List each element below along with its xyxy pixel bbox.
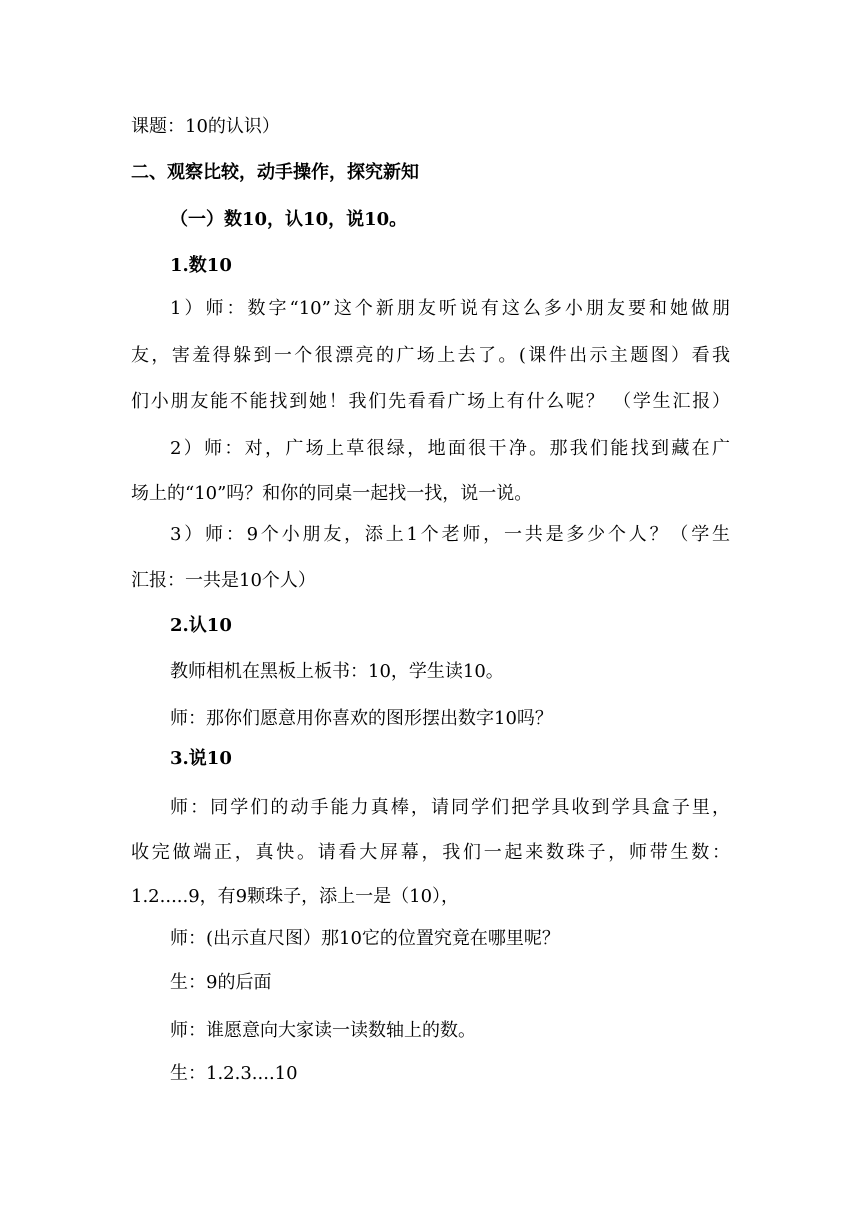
part1-paragraph3-line1-text: 3）师：9个小朋友，添上1个老师，一共是多少个人？（学生 bbox=[170, 524, 730, 545]
part1-paragraph2-line1-text: 2）师：对，广场上草很绿，地面很干净。那我们能找到藏在广 bbox=[170, 438, 730, 459]
part2-heading: 2.认10 bbox=[170, 615, 232, 636]
part1-paragraph1-line3-text: 们小朋友能不能找到她！我们先看看广场上有什么呢？ （学生汇报） bbox=[131, 391, 730, 412]
part2-paragraph1: 教师相机在黑板上板书：10，学生读10。 bbox=[170, 661, 504, 682]
lesson-title: 课题：10的认识） bbox=[131, 116, 280, 137]
part3-heading: 3.说10 bbox=[170, 748, 232, 769]
section-heading: 二、观察比较，动手操作，探究新知 bbox=[131, 162, 419, 183]
part3-paragraph1-line1 bbox=[170, 795, 730, 821]
part3-paragraph3: 生：9的后面 bbox=[170, 972, 272, 993]
part3-paragraph4: 师：谁愿意向大家读一读数轴上的数。 bbox=[170, 1020, 476, 1041]
part1-paragraph1-line1 bbox=[170, 296, 730, 322]
part1-heading: 1.数10 bbox=[170, 255, 232, 276]
part3-paragraph5: 生：1.2.3....10 bbox=[170, 1063, 298, 1084]
part3-paragraph1-line1-text: 师：同学们的动手能力真棒，请同学们把学具收到学具盒子里， bbox=[170, 797, 730, 818]
part1-paragraph1-line2-text: 友，害羞得躲到一个很漂亮的广场上去了。(课件出示主题图）看我 bbox=[131, 345, 730, 366]
part3-paragraph2: 师：(出示直尺图）那10它的位置究竟在哪里呢？ bbox=[170, 928, 560, 949]
part3-paragraph1-line2 bbox=[131, 840, 730, 866]
part3-paragraph1-line3: 1.2.....9，有9颗珠子，添上一是（10）， bbox=[131, 886, 460, 907]
part3-paragraph1-line2-text: 收完做端正，真快。请看大屏幕，我们一起来数珠子，师带生数： bbox=[131, 842, 730, 863]
part1-paragraph3-line1 bbox=[170, 522, 730, 548]
part1-paragraph1-line1-text: 1）师：数字“10”这个新朋友听说有这么多小朋友要和她做朋 bbox=[170, 298, 730, 319]
part2-paragraph2: 师：那你们愿意用你喜欢的图形摆出数字10吗？ bbox=[170, 708, 553, 729]
part1-paragraph1-line2 bbox=[131, 343, 730, 369]
part1-paragraph2-line1 bbox=[170, 436, 730, 462]
part1-paragraph3-line2: 汇报：一共是10个人） bbox=[131, 570, 316, 591]
part1-paragraph2-line2: 场上的“10”吗？和你的同桌一起找一找，说一说。 bbox=[131, 483, 533, 504]
subsection-heading: （一）数10，认10，说10。 bbox=[170, 209, 408, 230]
part1-paragraph1-line3 bbox=[131, 389, 730, 415]
